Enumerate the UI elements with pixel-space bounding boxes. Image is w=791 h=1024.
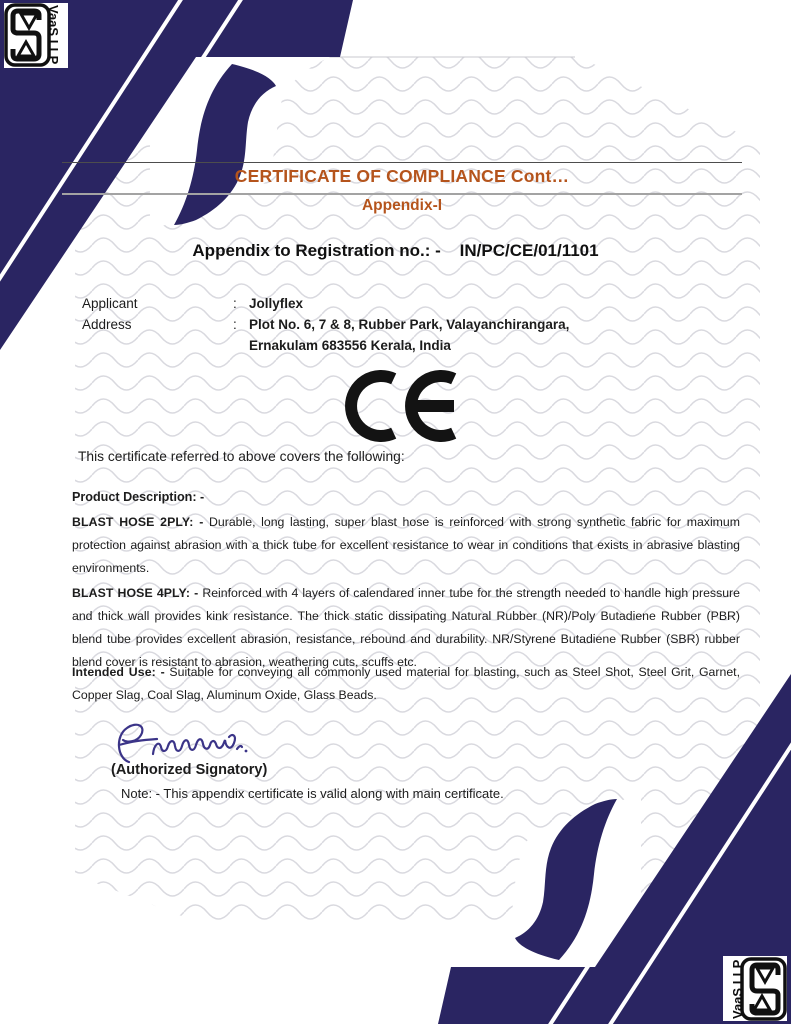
- vaas-llp-logo-text: VaaS LLP: [730, 959, 745, 1019]
- authorized-signatory-label: (Authorized Signatory): [111, 762, 268, 778]
- blast-hose-2ply-label: BLAST HOSE 2PLY: -: [72, 515, 204, 529]
- address-row: [82, 314, 569, 335]
- blast-hose-2ply-paragraph: [72, 511, 740, 580]
- address-row-2: [82, 335, 451, 356]
- vaas-llp-logo-text: VaaS LLP: [46, 5, 61, 65]
- appendix-subtitle: Appendix-I: [361, 197, 443, 214]
- coverage-intro-line: This certificate referred to above covers the following:: [78, 449, 405, 464]
- intended-use-text: Suitable for conveying all commonly used material for blasting, such as Steel Shot, Steel Grit, Garnet, Copper Slag, Coal Slag, Aluminum Oxide, Glass Beads.: [72, 665, 740, 702]
- certificate-title: CERTIFICATE OF COMPLIANCE Cont…: [234, 166, 570, 186]
- applicant-label: Applicant: [82, 296, 138, 311]
- intended-use-label: Intended Use: -: [72, 665, 165, 679]
- blast-hose-2ply-text: Durable, long lasting, super blast hose is reinforced with strong synthetic fabric for maximum protection against abrasion with a thick tube for excellent resistance to wear in conditions that exists in abrasive blasting environments.: [72, 515, 741, 575]
- product-description-heading: Product Description: -: [72, 490, 205, 504]
- address-line1: Plot No. 6, 7 & 8, Rubber Park, Valayanchirangara,: [249, 317, 570, 332]
- registration-number-line: Appendix to Registration no.: - IN/PC/CE/01/1101: [192, 241, 599, 260]
- title-rule-bottom: [62, 193, 742, 195]
- applicant-separator: :: [233, 296, 237, 311]
- address-line2: Ernakulam 683556 Kerala, India: [249, 338, 451, 353]
- appendix-note: Note: - This appendix certificate is valid along with main certificate.: [121, 786, 504, 801]
- blast-hose-4ply-label: BLAST HOSE 4PLY: -: [72, 586, 199, 600]
- blast-hose-4ply-text: Reinforced with 4 layers of calendared inner tube for the strength needed to handle high pressure and thick wall provides kink resistance. The thick static dissipating Natural Rubber (NR)/Poly Butadiene Rubber (PBR) blend tube provides excellent abrasion, resistance, rebound and durability. NR/Styrene Butadiene Rubber (SBR) rubber blend cover is resistant to abrasion, weathering cuts, scuffs etc.: [72, 586, 740, 669]
- address-label: Address: [82, 317, 132, 332]
- applicant-row: [82, 293, 303, 314]
- applicant-value: Jollyflex: [249, 296, 304, 311]
- address-separator: :: [233, 317, 237, 332]
- title-rule-top: [62, 162, 742, 163]
- intended-use-paragraph: [72, 661, 740, 707]
